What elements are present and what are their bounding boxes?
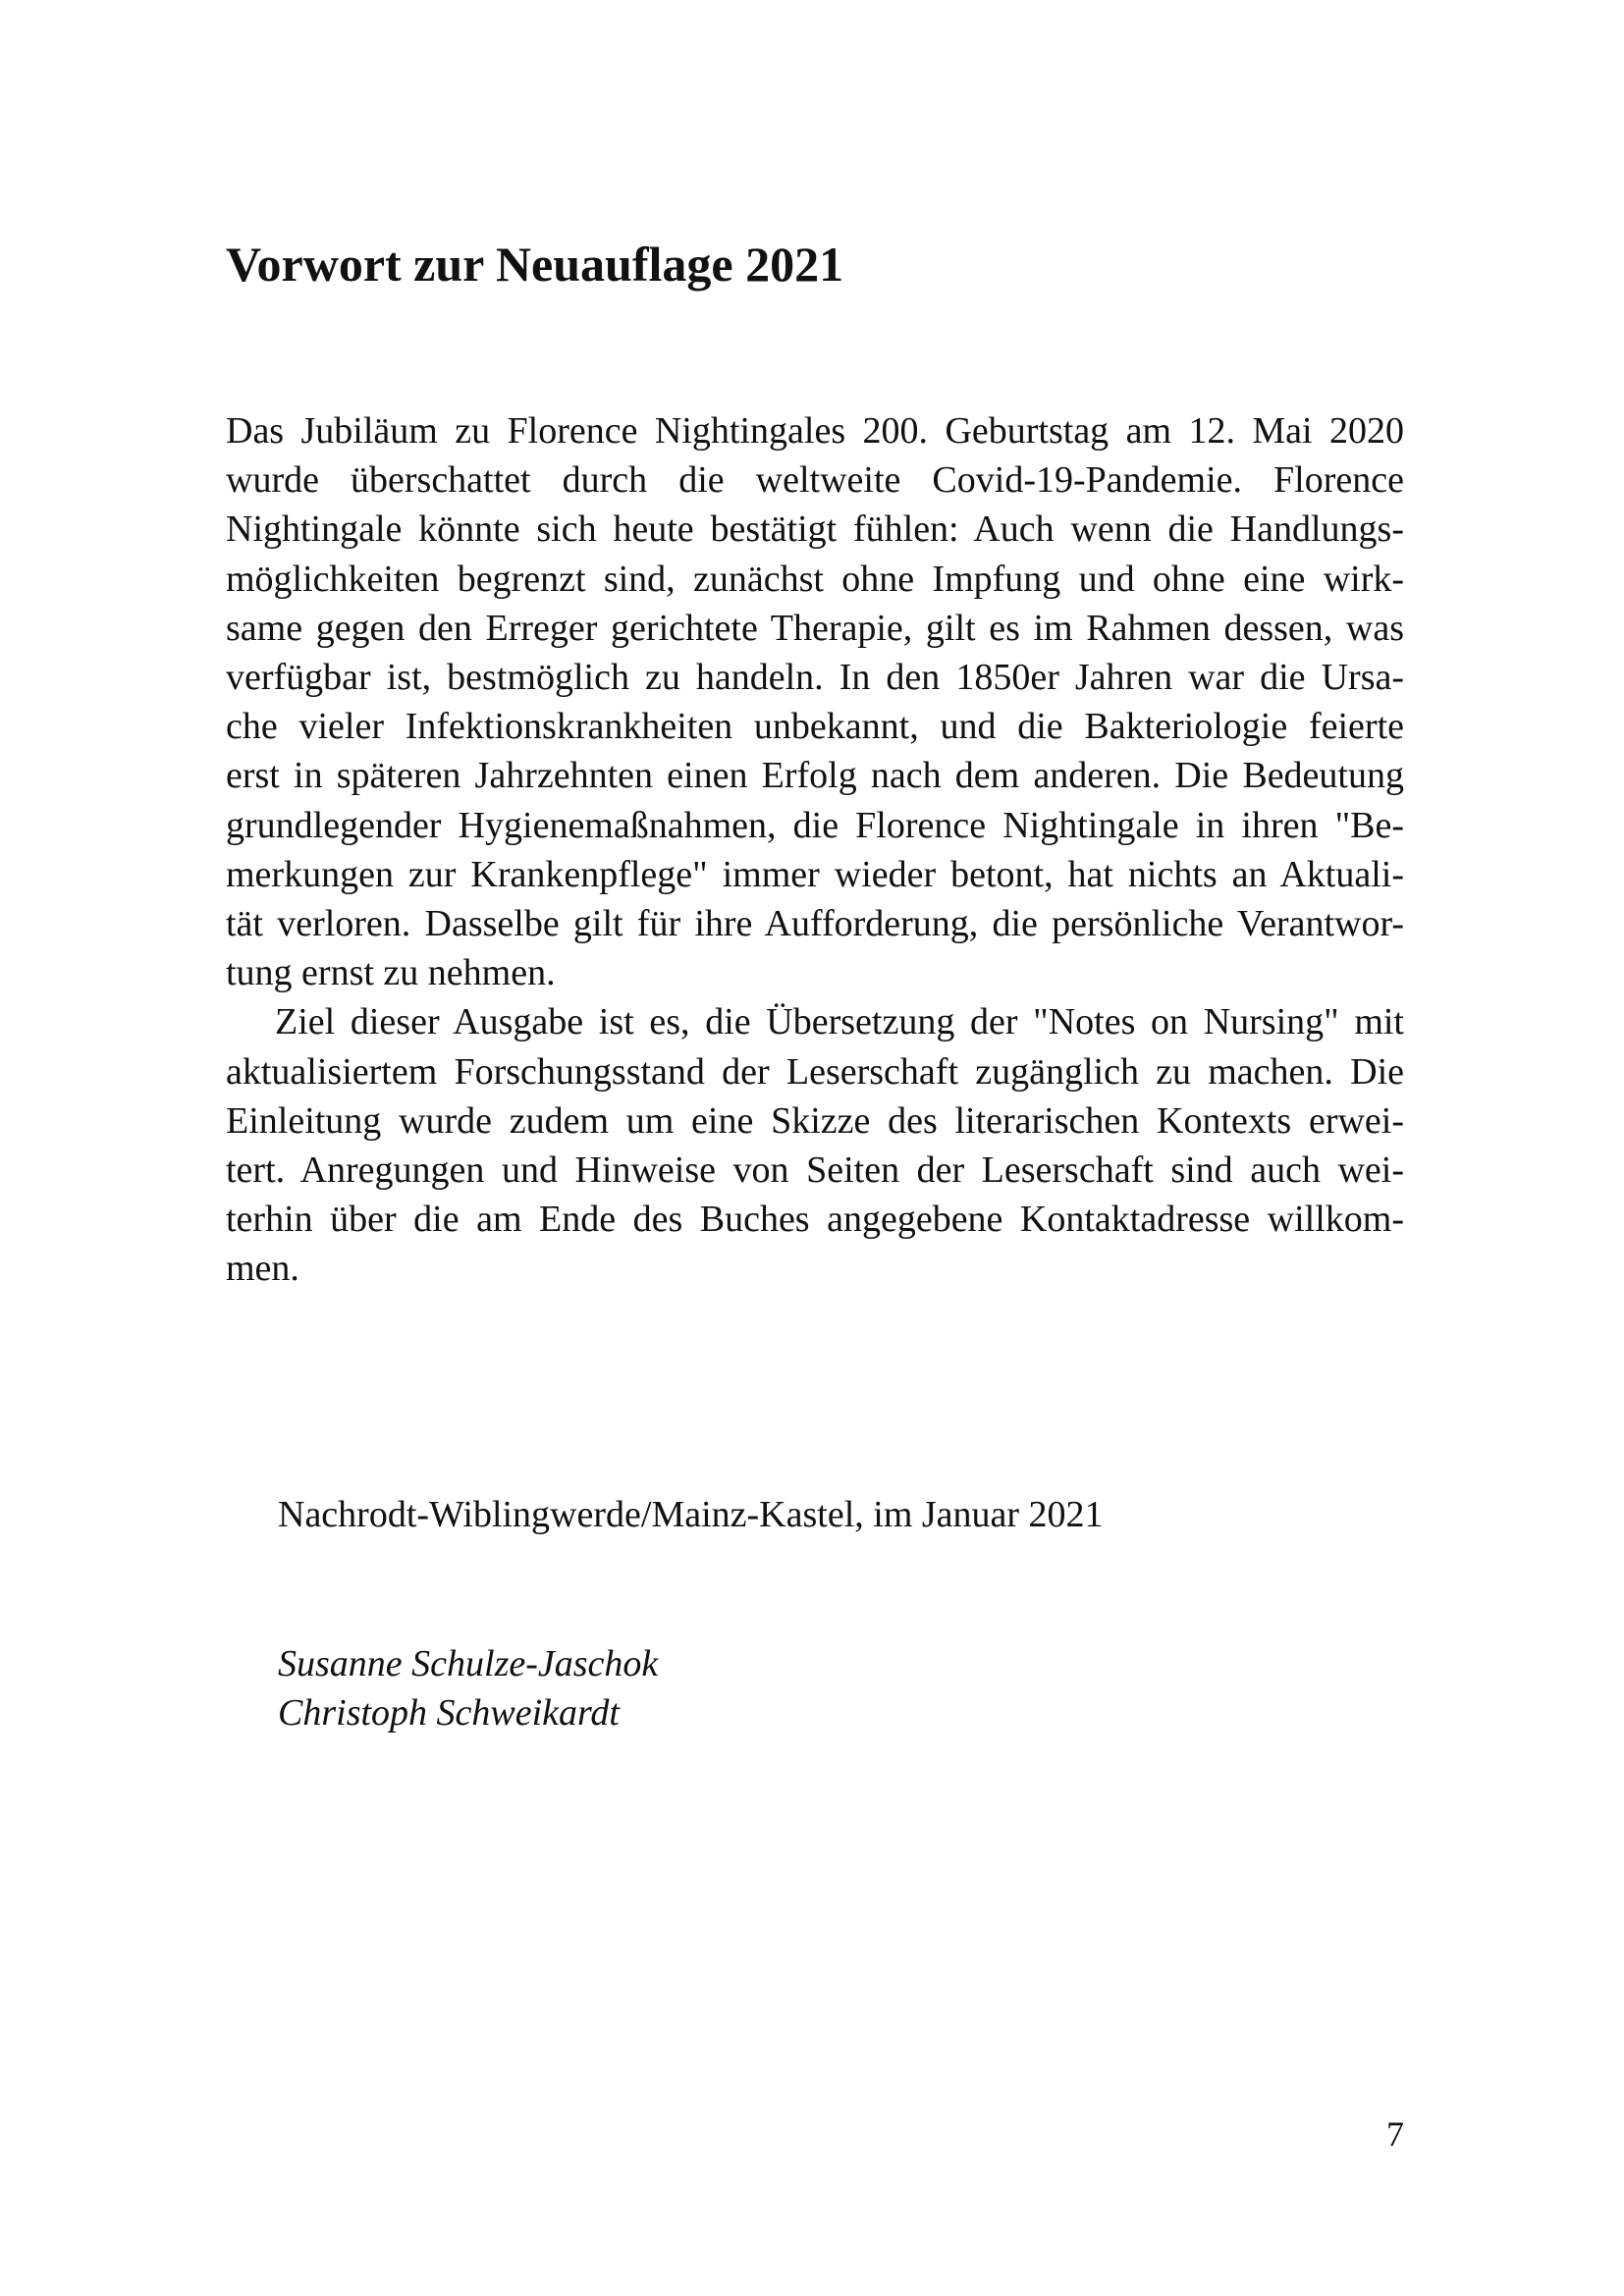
text-line: aktualisiertem Forschungsstand der Leserschaft zugänglich zu machen. Die <box>226 1050 1404 1093</box>
paragraph-1 <box>226 406 1404 997</box>
text-line: Nightingale könnte sich heute bestätigt fühlen: Auch wenn die Handlungs- <box>226 508 1404 551</box>
page-number: 7 <box>1386 2114 1404 2154</box>
paragraph-2 <box>226 997 1404 1293</box>
text-line: tät verloren. Dasselbe gilt für ihre Aufforderung, die persönliche Verantwor- <box>226 903 1404 945</box>
text-line: grundlegender Hygienemaßnahmen, die Florence Nightingale in ihren "Be- <box>226 804 1404 846</box>
author-signatures <box>278 1639 658 1737</box>
text-line: Das Jubiläum zu Florence Nightingales 200. Geburtstag am 12. Mai 2020 <box>226 410 1404 452</box>
text-line: möglichkeiten begrenzt sind, zunächst ohne Impfung und ohne eine wirk- <box>226 558 1404 600</box>
text-line: same gegen den Erreger gerichtete Therapie, gilt es im Rahmen dessen, was <box>226 607 1404 649</box>
place-date: Nachrodt-Wiblingwerde/Mainz-Kastel, im Januar 2021 <box>278 1494 1104 1535</box>
text-line: Ziel dieser Ausgabe ist es, die Übersetzung der "Notes on Nursing" mit <box>275 1001 1404 1043</box>
author-name: Susanne Schulze-Jaschok <box>278 1643 659 1684</box>
text-line: terhin über die am Ende des Buches angegebene Kontaktadresse willkom- <box>226 1199 1404 1241</box>
text-line: che vieler Infektionskrankheiten unbekannt, und die Bakteriologie feierte <box>226 706 1404 748</box>
body-text <box>226 406 1404 1294</box>
text-line: verfügbar ist, bestmöglich zu handeln. In den 1850er Jahren war die Ursa- <box>226 657 1404 699</box>
text-line: merkungen zur Krankenpflege" immer wieder betont, hat nichts an Aktuali- <box>226 853 1404 895</box>
page-title: Vorwort zur Neuauflage 2021 <box>226 237 844 292</box>
author-name: Christoph Schweikardt <box>278 1692 620 1734</box>
text-line: men. <box>226 1248 299 1290</box>
text-line: Einleitung wurde zudem um eine Skizze des literarischen Kontexts erwei- <box>226 1099 1404 1142</box>
text-line: tert. Anregungen und Hinweise von Seiten der Leserschaft sind auch wei- <box>226 1149 1404 1192</box>
text-line: wurde überschattet durch die weltweite Covid-19-Pandemie. Florence <box>226 459 1404 502</box>
text-line: erst in späteren Jahrzehnten einen Erfolg nach dem anderen. Die Bedeutung <box>226 755 1404 797</box>
text-line: tung ernst zu nehmen. <box>226 952 556 994</box>
